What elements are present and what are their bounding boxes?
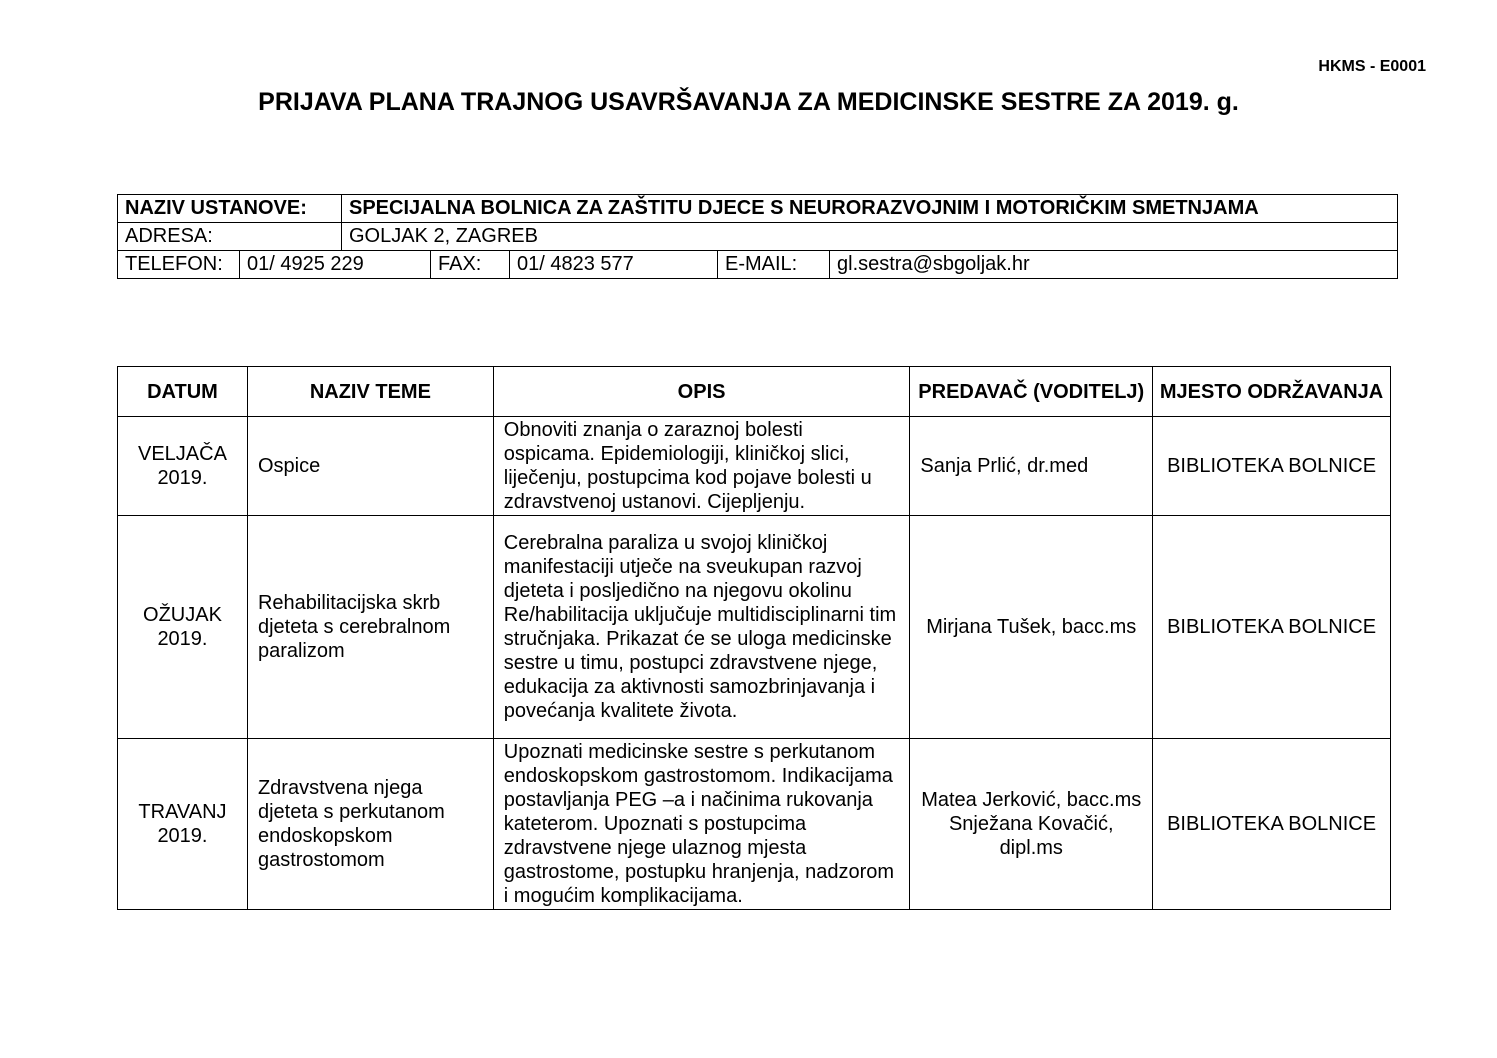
institution-address-value: GOLJAK 2, ZAGREB: [342, 223, 1398, 251]
row-date: VELJAČA 2019.: [118, 417, 248, 516]
phone-label: TELEFON:: [118, 251, 240, 279]
email-value: gl.sestra@sbgoljak.hr: [830, 251, 1398, 279]
row-topic: Ospice: [247, 417, 493, 516]
row-date: TRAVANJ 2019.: [118, 739, 248, 910]
row-desc: Cerebralna paraliza u svojoj kliničkoj manifestaciji utječe na sveukupan razvoj djeteta i posljedično na njegovu okolinu Re/habilitacija uključuje multidisciplinarni tim stručnjaka. Prikazat će se uloga medicinske sestre u timu, postupci zdravstvene njege, edukacija za aktivnosti samozbrinjavanja i povećanja kvalitete života.: [493, 516, 910, 739]
row-place: BIBLIOTEKA BOLNICE: [1153, 739, 1391, 910]
row-lecturer: Mirjana Tušek, bacc.ms: [910, 516, 1153, 739]
schedule-header-row: [118, 367, 1391, 417]
header-topic: NAZIV TEME: [247, 367, 493, 417]
row-place: BIBLIOTEKA BOLNICE: [1153, 516, 1391, 739]
row-desc: Upoznati medicinske sestre s perkutanom endoskopskom gastrostomom. Indikacijama postavljanja PEG –a i načinima rukovanja kateterom. Upoznati s postupcima zdravstvene njege ulaznog mjesta gastrostome, postupku hranjenja, nadzorom i mogućim komplikacijama.: [493, 739, 910, 910]
table-row: [118, 417, 1391, 516]
row-lecturer: Matea Jerković, bacc.ms Snježana Kovačić, dipl.ms: [910, 739, 1153, 910]
header-desc: OPIS: [493, 367, 910, 417]
phone-value: 01/ 4925 229: [240, 251, 431, 279]
row-topic: Rehabilitacijska skrb djeteta s cerebralnom paralizom: [247, 516, 493, 739]
schedule-table: [117, 366, 1391, 910]
header-lecturer: PREDAVAČ (VODITELJ): [910, 367, 1153, 417]
header-date: DATUM: [118, 367, 248, 417]
row-date: OŽUJAK 2019.: [118, 516, 248, 739]
email-label: E-MAIL:: [718, 251, 830, 279]
institution-table: [117, 194, 1398, 279]
institution-address-row: [118, 223, 1398, 251]
fax-label: FAX:: [431, 251, 510, 279]
institution-name-value: SPECIJALNA BOLNICA ZA ZAŠTITU DJECE S NEURORAZVOJNIM I MOTORIČKIM SMETNJAMA: [342, 195, 1398, 223]
row-lecturer: Sanja Prlić, dr.med: [910, 417, 1153, 516]
header-place: MJESTO ODRŽAVANJA: [1153, 367, 1391, 417]
row-desc: Obnoviti znanja o zaraznoj bolesti ospicama. Epidemiologiji, kliničkoj slici, liječenju, postupcima kod pojave bolesti u zdravstvenoj ustanovi. Cijepljenju.: [493, 417, 910, 516]
table-row: [118, 739, 1391, 910]
form-code: HKMS - E0001: [1318, 58, 1426, 75]
institution-name-row: [118, 195, 1398, 223]
row-place: BIBLIOTEKA BOLNICE: [1153, 417, 1391, 516]
page-title: PRIJAVA PLANA TRAJNOG USAVRŠAVANJA ZA MEDICINSKE SESTRE ZA 2019. g.: [258, 88, 1239, 116]
institution-name-label: NAZIV USTANOVE:: [118, 195, 342, 223]
fax-value: 01/ 4823 577: [510, 251, 718, 279]
table-row: [118, 516, 1391, 739]
row-topic: Zdravstvena njega djeteta s perkutanom endoskopskom gastrostomom: [247, 739, 493, 910]
institution-address-label: ADRESA:: [118, 223, 342, 251]
institution-contact-row: [118, 251, 1398, 279]
